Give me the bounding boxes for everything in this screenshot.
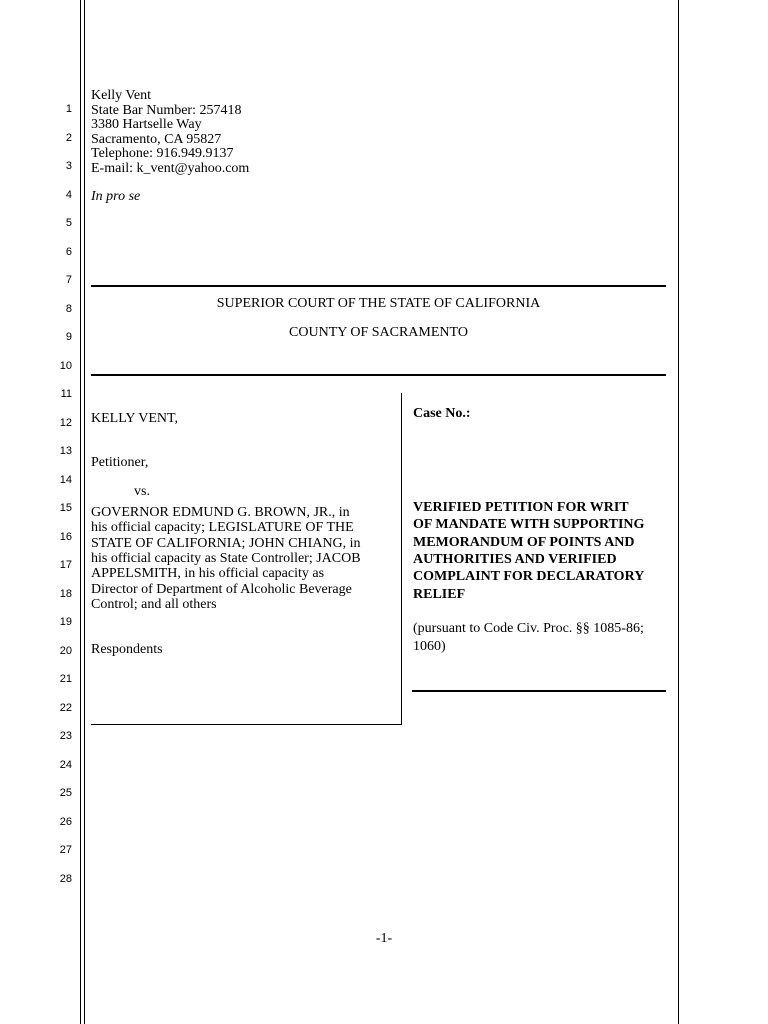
- line-number: 7: [65, 274, 72, 286]
- line-number: 26: [59, 815, 72, 828]
- attorney-name: Kelly Vent: [91, 88, 152, 103]
- document-title-line: AUTHORITIES AND VERIFIED: [413, 551, 617, 567]
- title-rule: [412, 690, 666, 692]
- line-number: 18: [59, 587, 72, 600]
- line-number: 10: [59, 359, 72, 372]
- caption-divider: [401, 393, 402, 725]
- attorney-status: In pro se: [91, 189, 141, 204]
- line-number: 6: [65, 245, 72, 258]
- line-number: 9: [65, 331, 72, 343]
- attorney-bar-number: State Bar Number: 257418: [91, 102, 242, 118]
- attorney-city: Sacramento, CA 95827: [91, 131, 222, 147]
- line-number: 11: [60, 388, 72, 400]
- court-bottom-rule: [91, 374, 666, 376]
- case-number-label: Case No.:: [413, 406, 471, 421]
- page-number: -1-: [375, 931, 393, 946]
- attorney-street: 3380 Hartselle Way: [91, 117, 202, 132]
- line-number: 17: [59, 559, 72, 571]
- caption-bottom-rule: [91, 724, 402, 725]
- line-number: 4: [65, 188, 72, 201]
- line-number: 16: [59, 530, 72, 543]
- line-number: 14: [59, 473, 72, 486]
- document-title-line: COMPLAINT FOR DECLARATORY: [413, 569, 645, 585]
- court-top-rule: [91, 285, 666, 287]
- statutory-authority-line: (pursuant to Code Civ. Proc. §§ 1085-86;: [413, 621, 644, 636]
- line-number: 28: [59, 872, 72, 885]
- line-number: 12: [59, 416, 72, 429]
- petitioner-role: Petitioner,: [91, 455, 149, 470]
- left-margin-rule-inner: [84, 0, 85, 1024]
- court-county: COUNTY OF SACRAMENTO: [289, 325, 468, 340]
- petitioner-name: KELLY VENT,: [91, 411, 178, 426]
- attorney-telephone: Telephone: 916.949.9137: [91, 146, 234, 161]
- line-number: 13: [59, 445, 72, 457]
- right-margin-rule: [678, 0, 679, 1024]
- respondents-line: his official capacity as State Controller; JACOB: [91, 550, 361, 566]
- line-number: 15: [59, 502, 72, 514]
- line-number: 25: [59, 787, 72, 799]
- left-margin-rule: [80, 0, 81, 1024]
- statutory-authority-line: 1060): [413, 638, 446, 654]
- line-number: 1: [65, 103, 72, 115]
- line-number: 3: [65, 160, 72, 172]
- attorney-email: E-mail: k_vent@yahoo.com: [91, 160, 250, 176]
- respondents-line: his official capacity; LEGISLATURE OF THE: [91, 520, 354, 536]
- versus-label: vs.: [134, 484, 150, 499]
- respondents-line: Control; and all others: [91, 596, 217, 612]
- line-number: 19: [59, 616, 72, 628]
- line-number: 23: [59, 730, 72, 742]
- line-number: 5: [65, 217, 72, 229]
- respondents-role: Respondents: [91, 642, 163, 657]
- line-number: 8: [65, 302, 72, 315]
- line-number: 21: [59, 673, 72, 685]
- court-name: SUPERIOR COURT OF THE STATE OF CALIFORNIA: [216, 296, 541, 311]
- respondents-line: APPELSMITH, in his official capacity as: [91, 566, 325, 582]
- document-title-line: MEMORANDUM OF POINTS AND: [413, 534, 635, 550]
- line-number: 2: [65, 131, 72, 144]
- document-title-line: VERIFIED PETITION FOR WRIT: [413, 500, 629, 515]
- document-title-line: RELIEF: [413, 586, 466, 602]
- line-number: 22: [59, 701, 72, 714]
- document-title-line: OF MANDATE WITH SUPPORTING: [413, 517, 645, 533]
- respondents-line: STATE OF CALIFORNIA; JOHN CHIANG, in: [91, 535, 361, 551]
- line-number: 24: [59, 758, 72, 771]
- respondents-line: Director of Department of Alcoholic Beverage: [91, 581, 352, 597]
- line-number: 20: [59, 644, 72, 657]
- respondents-line: GOVERNOR EDMUND G. BROWN, JR., in: [91, 505, 350, 520]
- line-number: 27: [59, 844, 72, 856]
